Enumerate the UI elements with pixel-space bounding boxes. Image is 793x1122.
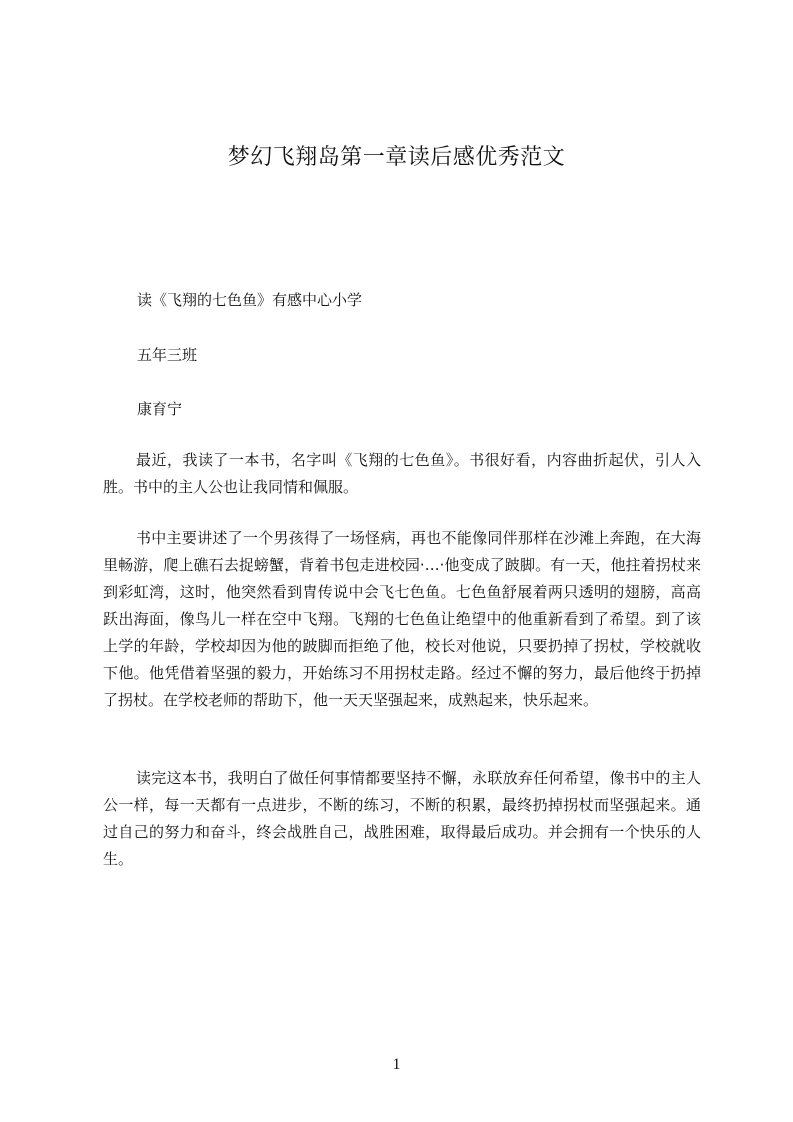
class-line: 五年三班	[137, 346, 198, 364]
page-title: 梦幻飞翔岛第一章读后感优秀范文	[227, 145, 566, 170]
paragraph-summary: 书中主要讲述了一个男孩得了一场怪病，再也不能像同伴那样在沙滩上奔跑，在大海里畅游，爬上礁石去捉螃蟹，背着书包走进校园·…·他变成了跛脚。有一天，他拄着拐杖来到彩虹湾，这时，他突然看到冑传说中会飞七色鱼。七色鱼舒展着两只透明的翅膀，高高跃出海面，像鸟儿一样在空中飞翔。飞翔的七色鱼让绝望中的他重新看到了希望。到了该上学的年龄，学校却因为他的跛脚而拒绝了他，校长对他说，只要扔掉了拐杖，学校就收下他。他凭借着坚强的毅力，开始练习不用拐杖走路。经过不懈的努力，最后他终于扔掉了拐杖。在学校老师的帮助下，他一天天坚强起来，成熟起来，快乐起来。	[103, 529, 701, 709]
subtitle-line: 读《飞翔的七色鱼》有感中心小学	[137, 291, 363, 309]
author-line: 康育宁	[137, 400, 183, 418]
paragraph-intro: 最近，我读了一本书，名字叫《飞翔的七色鱼》。书很好看，内容曲折起伏，引人入胜。书中的主人公也让我同情和佩服。	[103, 451, 701, 496]
page-number: 1	[392, 1056, 401, 1073]
paragraph-reflection: 读完这本书，我明白了做任何事情都要坚持不懈，永联放弃任何希望，像书中的主人公一样，每一天都有一点进步，不断的练习，不断的积累，最终扔掉拐杖而坚强起来。通过自己的努力和奋斗，终会战胜自己，战胜困难，取得最后成功。并会拥有一个快乐的人生。	[103, 769, 701, 868]
